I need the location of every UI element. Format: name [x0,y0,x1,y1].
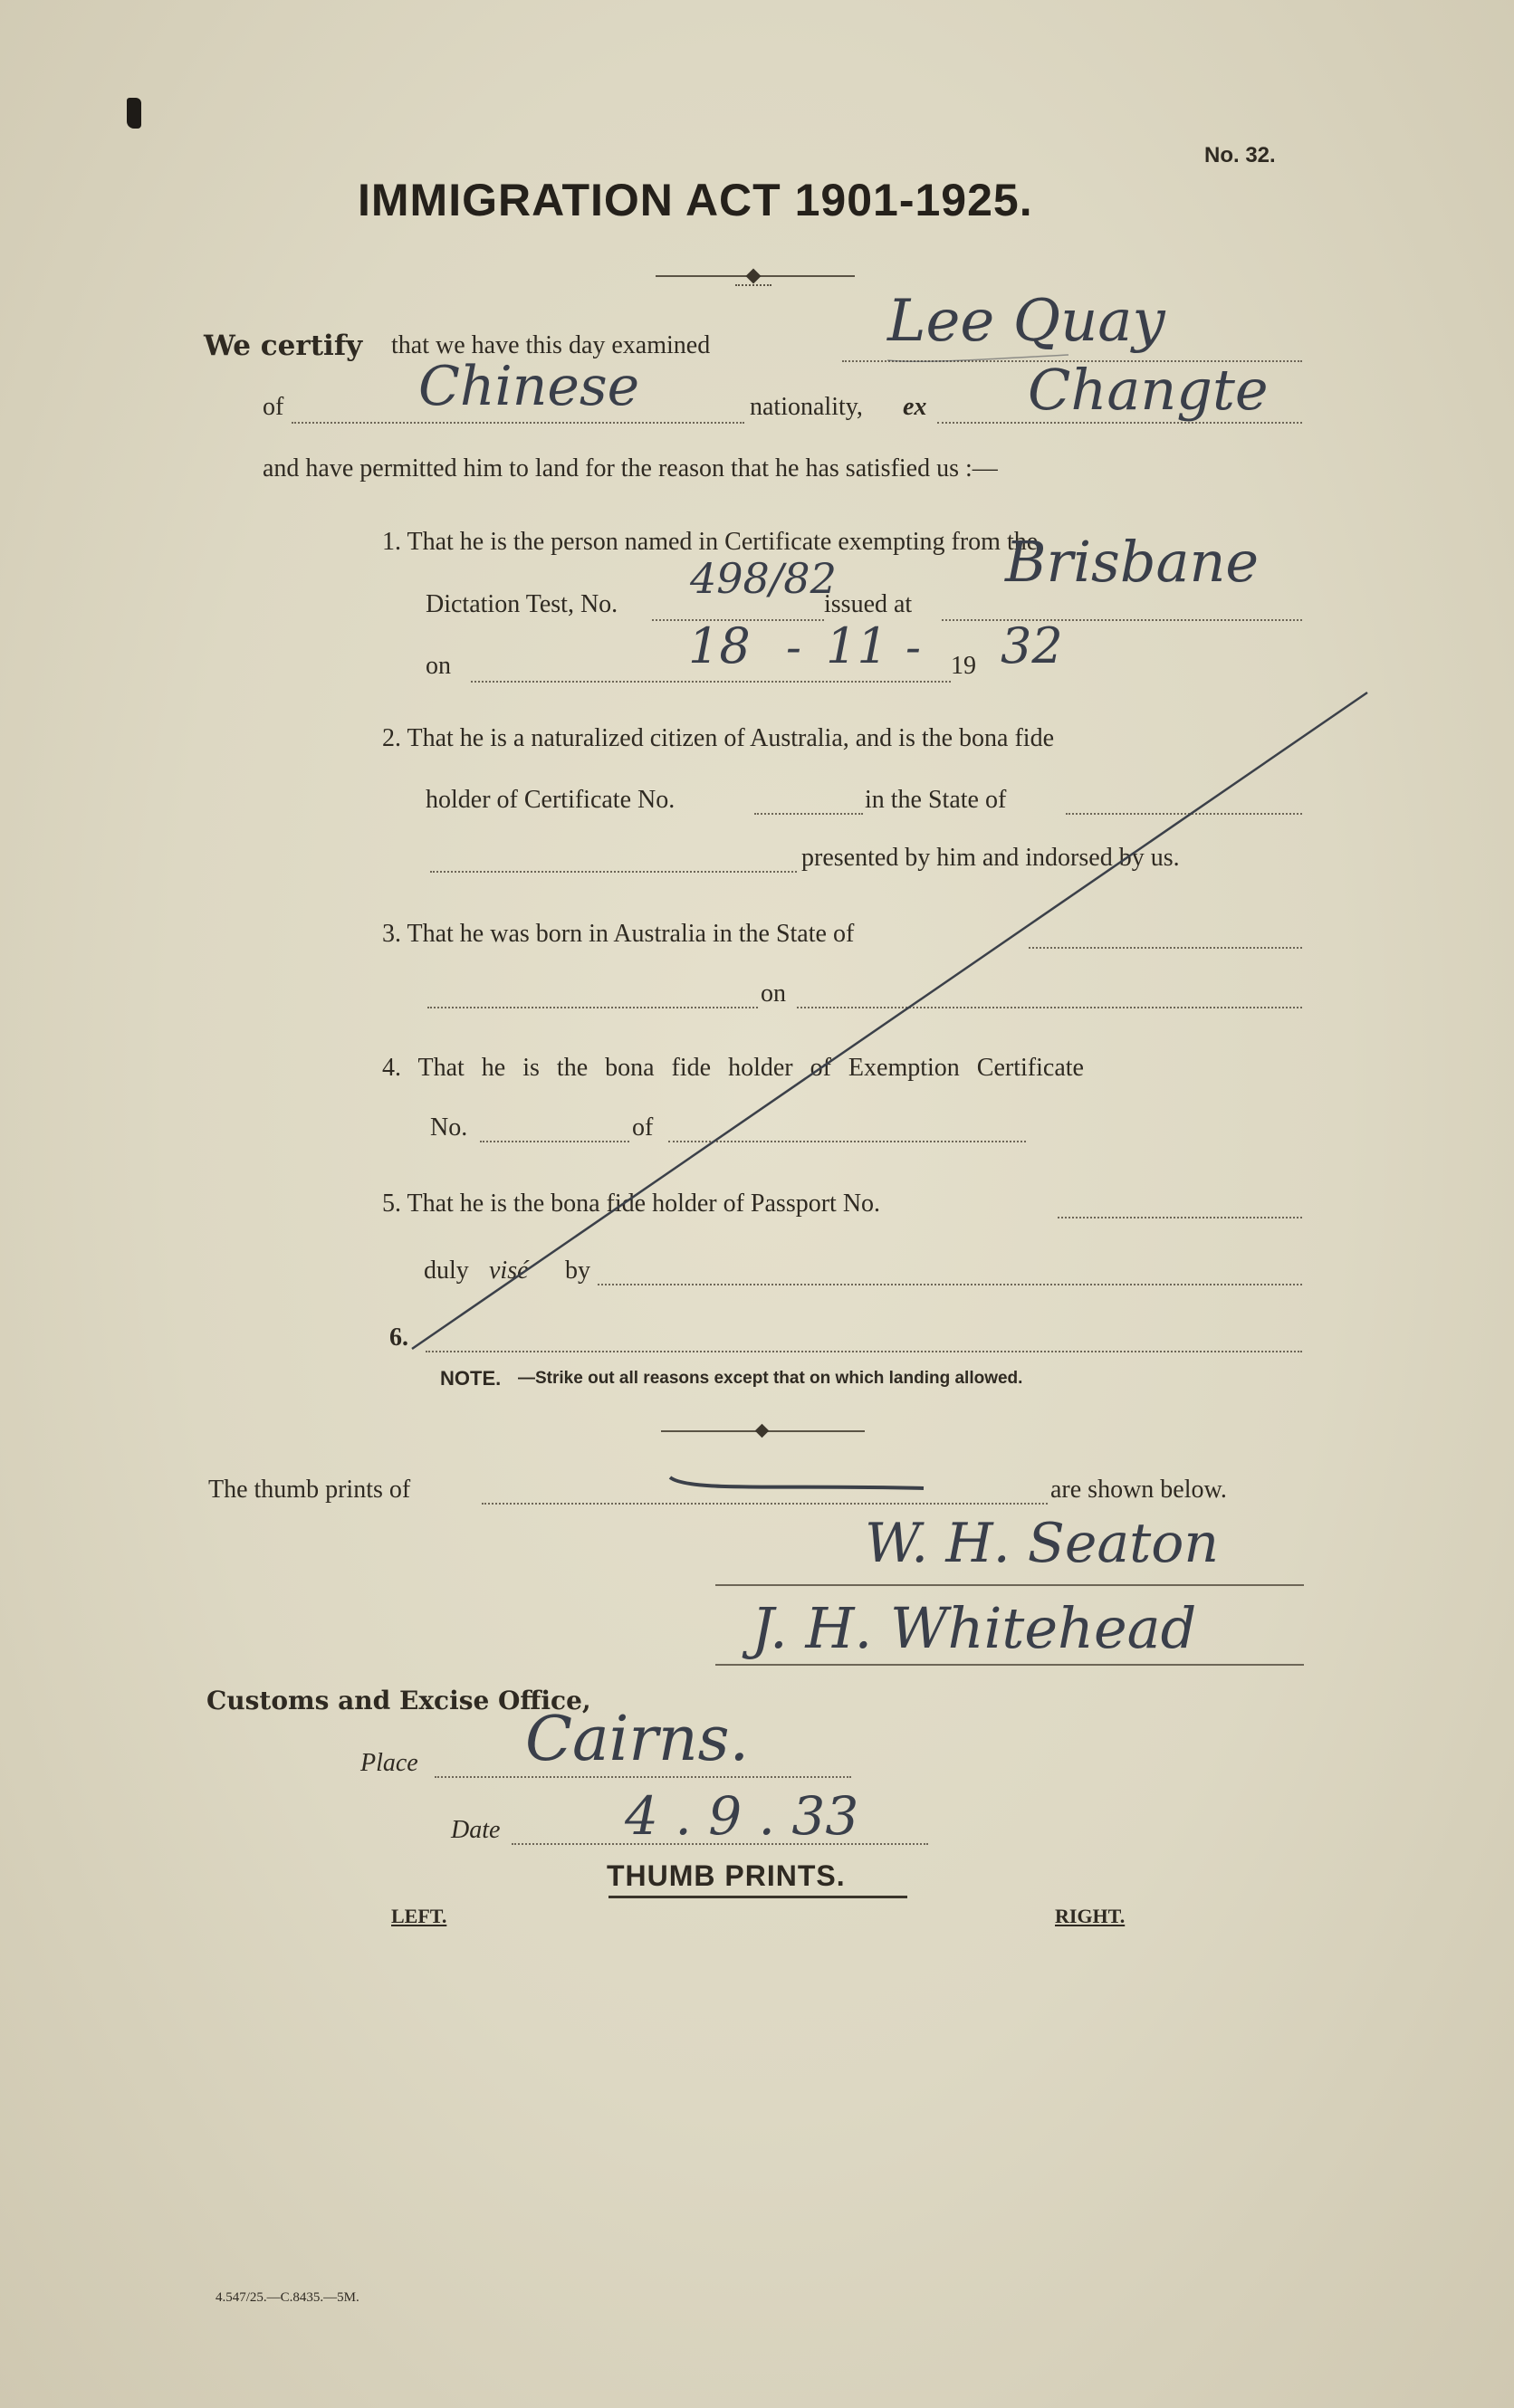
handwritten-date-day: 18 [688,617,751,674]
r5-by-line [598,1284,1302,1285]
date-label: Date [451,1816,501,1844]
handwritten-nationality: Chinese [418,355,640,418]
thumb-name-line [482,1503,1048,1505]
nationality-line [292,422,744,424]
reason-3-line-1: 3. That he was born in Australia in the State of [382,920,855,948]
intro-text-1: that we have this day examined [391,331,711,359]
reason-2-state: in the State of [865,786,1007,814]
r3-state-line [1029,947,1302,949]
handwritten-name: Lee Quay [887,288,1165,355]
reason-2-presented: presented by him and indorsed by us. [801,844,1180,872]
reason-1-19: 19 [951,652,976,680]
r2-cert-no-line [754,813,863,815]
reason-1-on: on [426,652,451,680]
handwritten-date-dash-1: - [786,621,801,674]
footer-code: 4.547/25.—C.8435.—5M. [216,2290,359,2305]
note-label: NOTE. [440,1367,502,1390]
r6-line [426,1351,1302,1352]
reason-2-holder: holder of Certificate No. [426,786,676,814]
form-title: IMMIGRATION ACT 1901-1925. [358,175,1033,225]
r5-passport-line [1058,1217,1302,1218]
signature-1-line [715,1584,1304,1586]
of-text: of [263,393,284,421]
handwritten-date-month: 11 [826,617,888,674]
handwritten-place: Cairns. [525,1704,750,1775]
reason-4-no: No. [430,1113,468,1142]
signature-2-line [715,1664,1304,1666]
thumb-name-dash [670,1477,924,1488]
thumb-line-end: are shown below. [1050,1476,1227,1504]
reason-5-duly: duly [424,1257,469,1285]
r3-line-2 [427,1007,758,1008]
left-label: LEFT. [391,1905,447,1927]
r4-of-line [668,1141,1026,1142]
reason-4-line-1: 4. That he is the bona fide holder of Exemption Certificate [382,1054,1084,1082]
reason-5-by: by [565,1257,590,1285]
place-label: Place [360,1749,418,1777]
reason-1-issued: issued at [824,590,913,618]
handwritten-issued-at: Brisbane [1005,529,1260,595]
ex-text: ex [903,393,927,421]
intro-text-3: and have permitted him to land for the reason that he has satisfied us :— [263,454,998,483]
nationality-text: nationality, [750,393,863,421]
signature-2: J. H. Whitehead [752,1595,1197,1661]
handwritten-cert-no: 498/82 [690,554,837,603]
handwritten-date-year: 32 [1001,617,1063,674]
form-number: No. 32. [1204,143,1276,167]
issue-date-line [471,681,951,683]
r2-presented-line [430,871,797,873]
reason-1-line-1: 1. That he is the person named in Certificate exempting from the [382,528,1039,556]
r2-state-line [1066,813,1302,815]
reason-5-vise: visé [489,1257,529,1285]
we-certify-text: We certify [204,330,363,362]
thumb-prints-heading: THUMB PRINTS. [607,1859,846,1892]
r4-no-line [480,1141,629,1142]
right-label: RIGHT. [1055,1905,1126,1927]
note-text: —Strike out all reasons except that on which landing allowed. [518,1369,1023,1388]
handwritten-date: 4 . 9 . 33 [625,1785,859,1847]
ink-mark [127,98,141,129]
issued-at-line [942,619,1302,621]
customs-office-label: Customs and Excise Office, [206,1686,591,1715]
handwritten-vessel: Changte [1028,357,1269,423]
title-rule-diamond [746,269,762,284]
reason-6: 6. [389,1323,408,1352]
thumb-prints-underline [608,1896,907,1898]
thumb-line-start: The thumb prints of [208,1476,411,1504]
place-line [435,1776,851,1778]
section-divider-diamond [755,1424,770,1438]
reason-5-line-1: 5. That he is the bona fide holder of Passport No. [382,1190,881,1218]
signature-1: W. H. Seaton [865,1512,1220,1575]
reason-3-on: on [761,979,786,1008]
handwritten-date-dash-2: - [906,621,921,674]
r3-date-line [797,1007,1302,1008]
reason-4-of: of [632,1113,654,1142]
reason-1-dictation: Dictation Test, No. [426,590,618,618]
reason-2-line-1: 2. That he is a naturalized citizen of Australia, and is the bona fide [382,724,1055,752]
title-rule-dots [735,284,771,286]
